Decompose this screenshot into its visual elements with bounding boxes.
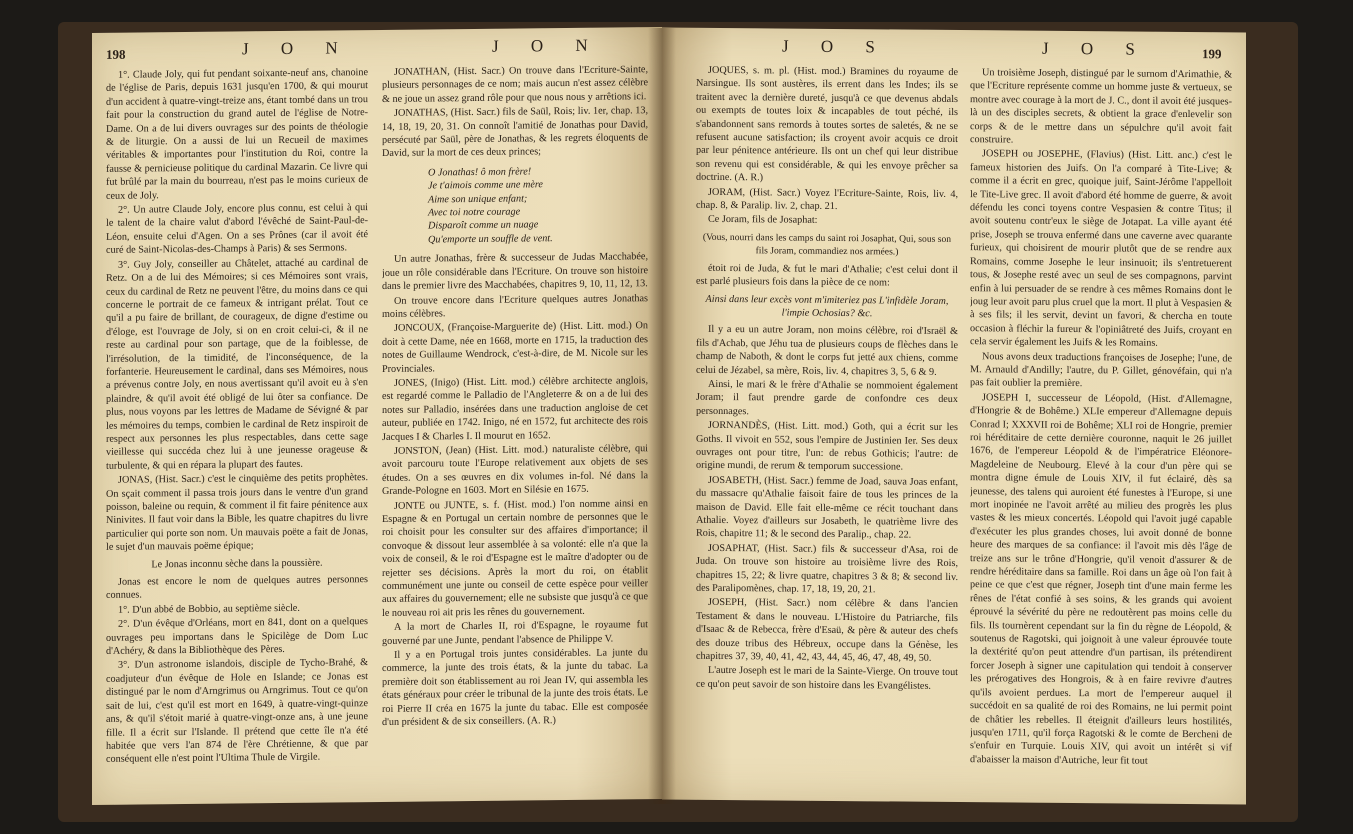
left-page: [92, 27, 662, 805]
paragraph: Il y a en Portugal trois juntes considérables. La junte du commerce, la junte des trois états, & la junte du tabac. La première doit son établissement au roi Jean IV, qui assembla les états généraux pour créer le tribunal de la junte des trois états. Le roi Pierre II créa en 1675 la junte du tabac. Elle est composée d'un président & de six conseillers. (A. R.): [382, 647, 648, 729]
paragraph: On trouve encore dans l'Ecriture quelques autres Jonathas moins célèbres.: [382, 292, 648, 320]
quotation: (Vous, nourri dans les camps du saint roi Josaphat, Qui, sous son fils Joram, commandiez nos armées.): [702, 231, 952, 258]
right-column-1: [696, 64, 958, 792]
paragraph: JOSAPHAT, (Hist. Sacr.) fils & successeur d'Asa, roi de Juda. On trouve son histoire au troisième livre des Rois, chapitres 15, 22; & livre quatre, chapitres 3 & 8; & second liv. des Paralipomènes, chap. 17, 18, 19, 20, 21.: [696, 542, 958, 596]
paragraph: Nous avons deux traductions françoises de Josephe; l'une, de M. Arnauld d'Andilly; l'autre, du P. Gillet, génovéfain, qui n'a pas fait oublier la première.: [970, 350, 1232, 390]
poem-line: Aime son unique enfant;: [428, 193, 528, 206]
paragraph: Un troisième Joseph, distingué par le surnom d'Arimathie, & que l'Ecriture représente comme un homme juste & vertueux, se montre avec courage à la mort de J. C., dont il avoit été jusques-là un des disciples secrets, & obtient la grace d'enlevelir son corps & de le mettre dans un sépulchre qu'il avoit fait construire.: [970, 67, 1232, 146]
poem-line: Disparoît comme un nuage: [428, 219, 539, 232]
right-column-2: [970, 66, 1232, 794]
paragraph: JOSEPH ou JOSEPHE, (Flavius) (Hist. Litt. anc.) c'est le fameux historien des Juifs. On l'a comparé à Tite-Live; & comme il a écrit en grec, quoique juif, Saint-Jérôme l'appelloit le Tite-Live grec. Il avoit d'abord été homme de guerre, & avoit défendu les conci toyens contre Vespasien & contre Titus; il avoit soutenu contr'eux le siège de Jotapat. La ville ayant été prise, Joseph se trouva enfermé dans une caverne avec quarante furieux, qui choisirent de mourir plutôt que de se rendre aux Romains, comme Josephe le leur insinuoit; ils s'entretuerent tous, & Josephe resté avec un seul de ses compagnons, parvint enfin à lui persuader de se rendre à ces mêmes Romains dont le joug leur avoit paru plus cruel que la mort. Il plut à Vespasien & à ses fils; il les servit, devint un favori, & chercha en toute occasion à fléchir la fureur & l'opiniâtreté des Juifs, croyant en cela servir également les Juifs & les Romains.: [970, 148, 1232, 349]
quotation: Ainsi dans leur excès vont m'imiteriez pas L'infidèle Joram, l'impie Ochosias? &c.: [705, 293, 949, 320]
poem-line: Avec toi notre courage: [428, 206, 521, 219]
paragraph: 2°. Un autre Claude Joly, encore plus connu, est celui à qui le talent de la chaire valut d'abord l'évêché de Saint-Paul-de-Léon, ensuite celui d'Agen. On a ses Prônes (car il avoit été curé de Saint-Nicolas-des-Champs à Paris) & ses Sermons.: [106, 202, 368, 257]
left-running-head: [92, 33, 662, 65]
poem-line: O Jonathas! ô mon frère!: [428, 166, 532, 179]
poem: [382, 164, 648, 247]
paragraph: JONATHAN, (Hist. Sacr.) On trouve dans l'Ecriture-Sainte, plusieurs personnages de ce nom; mais aucun n'est assez célèbre & ne joue un assez grand rôle pour que nous nous y arrêtions ici.: [382, 64, 648, 105]
paragraph: JONTE ou JUNTE, s. f. (Hist. mod.) l'on nomme ainsi en Espagne & en Portugal un certain nombre de personnes que le roi choisit pour les consulter sur des affaires d'importance; il convoque & dissout leur assemblée à sa volonté: elle n'a que la voix de conseil, & le roi d'Espagne est le maître d'adopter ou de rejetter ses décisions. Après la mort du roi, on établit communément une junte ou conseil de cette espèce pour veiller aux affaires du gouvernement; elle ne subsiste que jusqu'à ce que le nouveau roi ait pris les rênes du gouvernement.: [382, 497, 648, 619]
verse-line: Le Jonas inconnu sèche dans la poussière.: [151, 557, 323, 570]
poem-line: Je t'aimois comme une mère: [428, 179, 543, 192]
paragraph: JOSABETH, (Hist. Sacr.) femme de Joad, sauva Joas enfant, du massacre qu'Athalie faisoit faire de tous les princes de la maison de David. Elle fait elle-même ce récit touchant dans Athalie. Voyez d'ailleurs sur Josabeth, le quatrième livre des Rois, chapitre 11; & le second des Paralip., chap. 22.: [696, 474, 958, 542]
paragraph: JONCOUX, (Françoise-Marguerite de) (Hist. Litt. mod.) On doit à cette Dame, née en 1668, morte en 1715, la traduction des notes de Guillaume Wendrock, c'est-à-dire, de M. Nicole sur les Provinciales.: [382, 320, 648, 375]
right-page: [662, 27, 1246, 804]
paragraph: Il y a eu un autre Joram, non moins célèbre, roi d'Israël & fils d'Achab, que Jéhu tua de plusieurs coups de flèches dans le champ de Naboth, & dont le corps fut jetté aux chiens, comme celui de Jézabel, sa mère, Rois, liv. 4, chapitres 3, 5, 6 & 9.: [696, 324, 958, 378]
paragraph: JONSTON, (Jean) (Hist. Litt. mod.) naturaliste célèbre, qui avoit parcouru toute l'Europe relativement aux objets de ses études. On a ses œuvres en dix volumes in-fol. Né dans la Grande-Pologne en 1603. Mort en Silésie en 1675.: [382, 443, 648, 498]
right-head-word-1: J O S: [782, 36, 889, 57]
paragraph: JONATHAS, (Hist. Sacr.) fils de Saül, Rois; liv. 1er, chap. 13, 14, 18, 19, 20, 31. On connoît l'amitié de Jonathas pour David, persécuté par Saül, père de Jonathas, & les regrets éloquents de David, sur la mort de ces deux princes;: [382, 105, 648, 160]
paragraph: JONAS, (Hist. Sacr.) c'est le cinquième des petits prophètes. On sçait comment il passa trois jours dans le ventre d'un grand poisson, baleine ou requin, & comment il fit faire pénitence aux Ninivites. Il faut voir dans la Bible, les quatre chapitres du livre particulier qui porte son nom. Un mauvais poëte a fait de Jonas, le sujet d'un mauvais poëme épique;: [106, 472, 368, 554]
right-page-number: 199: [1202, 46, 1222, 62]
paragraph: 2°. D'un évêque d'Orléans, mort en 841, dont on a quelques ouvrages peu importans dans le Spicilège de Dom Luc d'Achéry, & dans la Bibliothèque des Pères.: [106, 616, 368, 657]
paragraph: Jonas est encore le nom de quelques autres personnes connues.: [106, 574, 368, 602]
paragraph: Un autre Jonathas, frère & successeur de Judas Macchabée, joue un rôle considérable dans l'Ecriture. On trouve son histoire dans le premier livre des Macchabées, chapitres 9, 10, 11, 12, 13.: [382, 251, 648, 293]
paragraph: étoit roi de Juda, & fut le mari d'Athalie; c'est celui dont il est parlé plusieurs fois dans la pièce de ce nom:: [696, 262, 958, 289]
left-column-1: [106, 66, 368, 795]
paragraph: Ce Joram, fils de Josaphat:: [708, 214, 818, 227]
paragraph: 3°. Guy Joly, conseiller au Châtelet, attaché au cardinal de Retz. On a de lui des Mémoires; si ces Mémoires sont vrais, ceux du cardinal de Retz ne peuvent l'être, du moins dans ce qui concerne le portrait de ce fameux & intrigant prélat. Tout ce qu'il a pu faire de brillant, de courageux, de digne d'estime ou d'éloge, est l'ouvrage de Joly, si on en croit celui-ci, & il ne reste au cardinal pour son partage, que de la foiblesse, de l'irrésolution, de la timidité, de l'inconséquence, de la forfanterie. Heureusement le cardinal, dans ses Mémoires, nous a prévenus contre Joly, en nous avertissant qu'il avoit eu à s'en plaindre, & qu'il avoit été obligé de lui ôter sa confiance. De plus, nous voyons par les lettres de Madame de Sévigné & par les mémoires du temps, combien le cardinal de Retz inspiroit de respect aux personnes les plus respectables, dans cette sage vieillesse qui succéda chez lui à une jeunesse orageuse & turbulente, & qui en répara la plupart des fautes.: [106, 256, 368, 472]
paragraph: JORAM, (Hist. Sacr.) Voyez l'Ecriture-Sainte, Rois, liv. 4, chap. 8, & Paralip. liv. 2, chap. 21.: [696, 186, 958, 213]
paragraph: 3°. D'un astronome islandois, disciple de Tycho-Brahé, & coadjuteur d'un évêque de Hole en Islande; ce Jonas est distingué par le nom d'Arngrimus ou Arngrimus. Tout ce qu'on sait de lui, c'est qu'il est mort en 1649, à quatre-vingt-quinze ans, & qu'il s'étoit marié à quatre-vingt-onze ans, à une jeune fille. Il a écrit sur l'Islande. Il prétend que cette île n'a été habitée que vers l'an 874 de l'ère Chrétienne, & que par conséquent elle n'est point l'Ultima Thule de Virgile.: [106, 657, 368, 766]
paragraph: 1°. D'un abbé de Bobbio, au septième siècle.: [118, 602, 300, 616]
paragraph: 1°. Claude Joly, qui fut pendant soixante-neuf ans, chanoine de l'église de Paris, depuis 1631 jusqu'en 1700, & qui mourut d'un accident à quatre-vingt-treize ans, étant tombé dans un trou fait pour la construction du grand autel de l'église de Notre-Dame. On a de lui divers ouvrages sur des points de théologie & de liturgie. On a aussi de lui un Recueil de maximes véritables & importantes pour l'institution du Roi, contre la fausse & pernicieuse politique du cardinal Mazarin. Ce livre qui fut brûlé par la main du bourreau, n'est pas le moins curieux de ceux de Joly.: [106, 67, 368, 202]
poem-line: Qu'emporte un souffle de vent.: [428, 233, 553, 246]
paragraph: JOQUES, s. m. pl. (Hist. mod.) Bramines du royaume de Narsingue. Ils sont austères, ils errent dans les Indes; ils se traitent avec la dernière dureté, jusqu'à ce que devenus abdals ou exempts de toutes loix & incapables de tout péché, ils s'abandonnent sans remords à toutes sortes de saletés, & ne se refusent aucune satisfaction; ils croyent avoir acquis ce droit par leur pénitence antérieure. Ils ont un chef qui leur distribue son revenu qui est considérable, & qui les envoye prêcher sa doctrine. (A. R.): [696, 64, 958, 184]
paragraph: Ainsi, le mari & le frère d'Athalie se nommoient également Joram; il faut prendre garde de confondre ces deux personnages.: [696, 378, 958, 417]
left-head-word-1: J O N: [242, 38, 352, 59]
left-page-number: 198: [106, 46, 126, 62]
paragraph: JOSEPH I, successeur de Léopold, (Hist. d'Allemagne, d'Hongrie & de Bohême.) XLIe empereur d'Allemagne depuis Conrad I; XXXVII roi de Bohême; XLI roi de Hongrie, premier roi héréditaire de cette dernière couronne, naquit le 26 juillet 1676, de l'empereur Léopold & de l'impératrice Eléonore-Magdeleine de Neubourg. Elevé à la cour d'un père qui se montra digne émule de Louis XIV, il fut éclairé, dès sa jeunesse, des talens qui auroient été funestes à l'Europe, si une mort inopinée ne l'avoit arrêté au milieu des progrès les plus vastes & les mieux concertés. Léopold qui l'avoit jugé capable d'exécuter les plus grandes choses, lui avoit donné de bonne heure des marques de sa confiance: il l'avoit mis dès l'âge de treize ans sur le trône d'Hongrie, qu'il venoit d'assurer & de rendre héréditaire dans sa famille. Roi dans un âge où l'on fait à peine ce que c'est que régner, Joseph tint d'une main ferme les rênes de l'état confié à ses soins, & les grands qui avoient éprouvé la sévérité du père ne redoutèrent pas moins celle du fils. Ils tournèrent cependant sur la fin du règne de Léopold, & soutenus de Ragotski, qui joignoit à une valeur éprouvée toute la dextérité qu'on peut attendre d'un partisan, ils prétendirent forcer Joseph à signer une capitulation qui tendoit à conserver les prérogatives des Hongrois, & à en faire revivre d'autres qu'ils avoient perdues. La mort de l'empereur auquel il succédoit en sa qualité de roi des Romains, ne lui permit point de châtier les rebelles. Il éteignit d'ailleurs leurs hostilités, jusqu'en 1711, qu'il força Ragotski & le comte de Bercheni de s'enfuir en Turquie. Louis XIV, qui avoit un intérêt si vif d'abaisser la maison d'Autriche, leur fit tout: [970, 391, 1232, 767]
paragraph: JOSEPH, (Hist. Sacr.) nom célèbre & dans l'ancien Testament & dans le nouveau. L'Histoire du Patriarche, fils d'Isaac & de Rebecca, frère d'Esaü, & père & auteur des chefs des douze tribus des Hébreux, occupe dans la Génèse, les chapitres 37, 39, 40, 41, 42, 43, 44, 45, 46, 47, 48, 49, 50.: [696, 597, 958, 664]
right-running-head: [662, 33, 1246, 64]
paragraph: A la mort de Charles II, roi d'Espagne, le royaume fut gouverné par une Junte, pendant l'absence de Philippe V.: [382, 619, 648, 647]
paragraph: JORNANDÈS, (Hist. Litt. mod.) Goth, qui a écrit sur les Goths. Il vivoit en 552, sous l'empire de Justinien Ier. Ses deux ouvrages ont pour titre, l'un: de rebus Gothicis; l'autre: de origine mundi, de rerum & temporum successione.: [696, 420, 958, 473]
left-column-2: [382, 63, 648, 792]
left-head-word-2: J O N: [492, 35, 602, 56]
paragraph: JONES, (Inigo) (Hist. Litt. mod.) célèbre architecte anglois, est regardé comme le Palladio de l'Angleterre & on a de lui des notes sur Palladio, insérées dans une traduction angloise de cet auteur, publiée en 1742. Inigo, né en 1572, fut architecte des rois Jacques I & Charles I. Il mourut en 1652.: [382, 375, 648, 443]
right-head-word-2: J O S: [1042, 38, 1149, 59]
paragraph: L'autre Joseph est le mari de la Sainte-Vierge. On trouve tout ce qu'on peut savoir de son histoire dans les Evangélistes.: [696, 665, 958, 692]
